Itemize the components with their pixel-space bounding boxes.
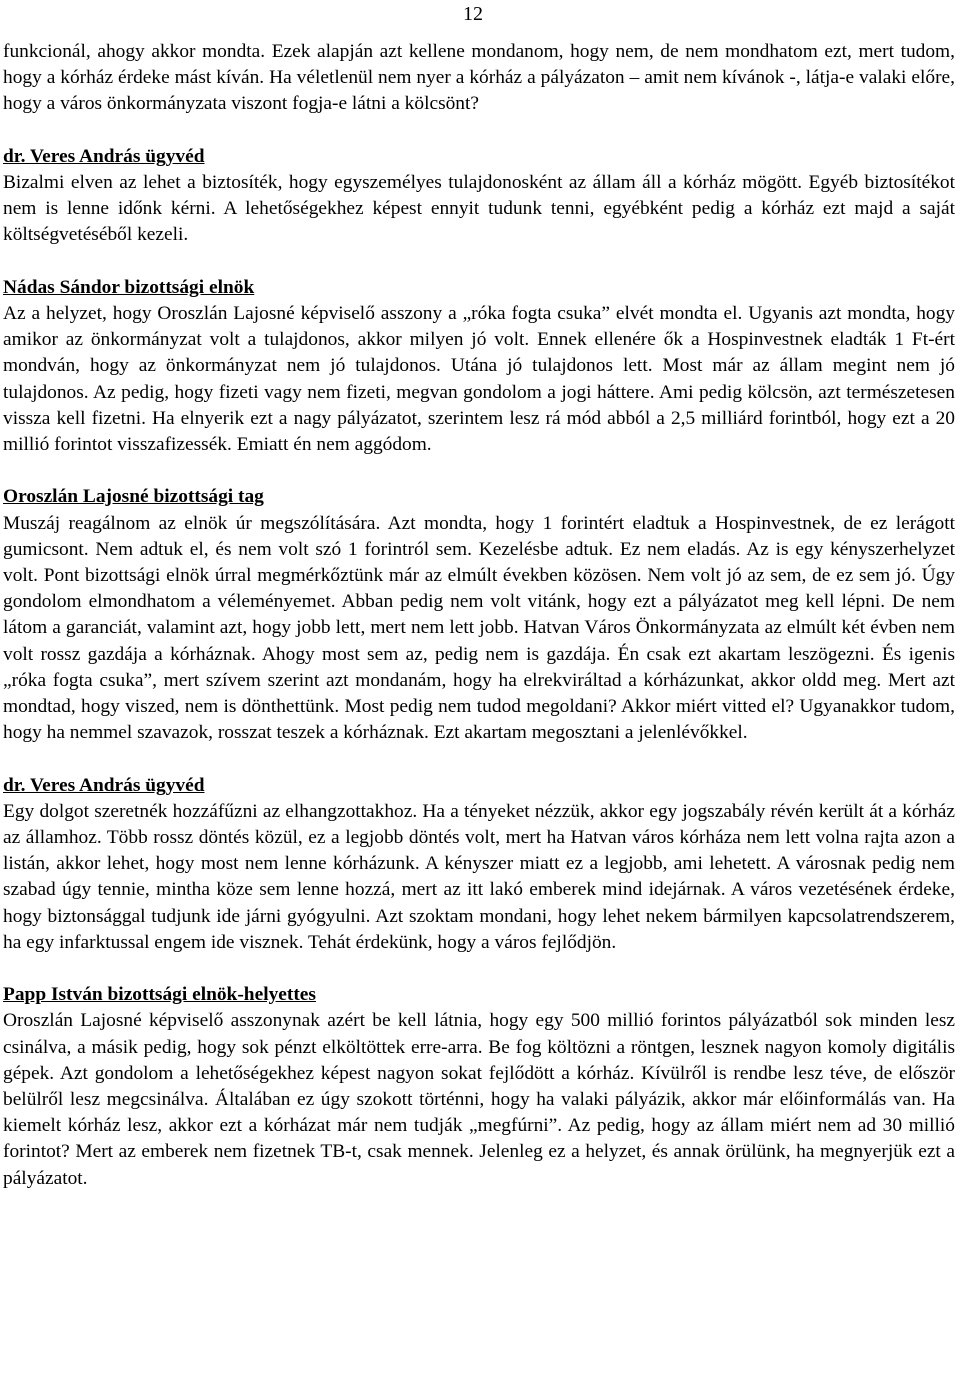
paragraph-gap bbox=[3, 746, 955, 772]
speaker-name: Papp István bizottsági elnök-helyettes bbox=[3, 984, 316, 1006]
speaker-name: dr. Veres András ügyvéd bbox=[3, 145, 205, 167]
speech-text: Bizalmi elven az lehet a biztosíték, hogy egyszemélyes tulajdonosként az állam áll a kórház mögött. Egyéb biztosítékot nem is lenne időnk kérni. A lehetőségekhez képest ennyit tudunk tenni, egyébként pedig a kórház ezt majd a saját költségvetéséből kezeli. bbox=[3, 172, 955, 246]
speech-section bbox=[3, 982, 955, 1192]
speech-section bbox=[3, 484, 955, 746]
paragraph-gap bbox=[3, 118, 955, 144]
paragraph-gap bbox=[3, 458, 955, 484]
paragraph-gap bbox=[3, 956, 955, 982]
speaker-name: dr. Veres András ügyvéd bbox=[3, 774, 205, 796]
speaker-name: Nádas Sándor bizottsági elnök bbox=[3, 276, 255, 298]
paragraph-gap bbox=[3, 249, 955, 275]
page-number: 12 bbox=[463, 3, 483, 25]
speech-text: Muszáj reagálnom az elnök úr megszólítására. Azt mondta, hogy 1 forintért eladtuk a Hospinvestnek, de ez lerágott gumicsont. Nem adtuk el, és nem volt szó 1 forintról sem. Kezelésbe adtuk. Ez nem eladás. Az is egy kényszerhelyzet volt. Pont bizottsági elnök úrral megmérkőztünk már az elmúlt években közösen. Nem volt jó az sem, de ez sem jó. Úgy gondolom elmondhatom a véleményemet. Abban pedig nem volt vitánk, hogy ezt a pályázatot meg kell lépni. De nem látom a garanciát, valamint azt, hogy jobb lett, mert nem lett jobb. Hatvan Város Önkormányzata az elmúlt két évben nem volt rossz gazdája a kórháznak. Ahogy most sem az, pedig nem is gazdája. Én csak ezt akartam leszögezni. És igenis „róka fogta csuka”, mert szívem szerint azt mondanám, hogy ha elrekviráltad a kórházunkat, akkor oldd meg. Mert azt mondtad, hogy viszed, nem is dönthettünk. Most pedig nem tudod megoldani? Akkor miért vitted el? Ugyanakkor tudom, hogy ha nemmel szavazok, rosszat teszek a kórháznak. Ezt akartam megosztani a jelenlévőkkel. bbox=[3, 512, 955, 744]
document-body bbox=[3, 39, 955, 1192]
speech-section bbox=[3, 773, 955, 956]
intro-paragraph: funkcionál, ahogy akkor mondta. Ezek alapján azt kellene mondanom, hogy nem, de nem mondhatom ezt, mert tudom, hogy a kórház érdeke mást kíván. Ha véletlenül nem nyer a kórház a pályázaton – amit nem kívánok -, látja-e valaki előre, hogy a város önkormányzata viszont fogja-e látni a kölcsönt? bbox=[3, 41, 955, 115]
speech-section bbox=[3, 144, 955, 249]
speech-text: Oroszlán Lajosné képviselő asszonynak azért be kell látnia, hogy egy 500 millió forintos pályázatból sok minden lesz csinálva, a másik pedig, hogy sok pénzt elköltöttek erre-arra. Be fog költözni a röntgen, lesznek nagyon komoly digitális gépek. Azt gondolom a lehetőségekhez képest nagyon sokat fejlődött a kórház. Kívülről is rendbe lesz téve, de először belülről lesz megcsinálva. Általában ez úgy szokott történni, hogy ha valaki pályázik, akkor már előinformálás van. Ha kiemelt kórház lesz, akkor ezt a kórházat már nem tudják „megfúrni”. Az pedig, hogy az állam miért nem ad 30 millió forintot? Mert az emberek nem fizetnek TB-t, csak mennek. Jelenleg ez a helyzet, és annak örülünk, ha megnyerjük ezt a pályázatot. bbox=[3, 1010, 955, 1189]
speech-text: Egy dolgot szeretnék hozzáfűzni az elhangzottakhoz. Ha a tényeket nézzük, akkor egy jogszabály révén került át a kórház az államhoz. Több rossz döntés közül, ez a legjobb döntés volt, mert ha Hatvan város kórháza nem lett volna rajta azon a listán, akkor lehet, hogy most nem lenne kórházunk. A kényszer miatt ez a legjobb, ami lehetett. A városnak pedig nem szabad úgy tennie, mintha köze sem lenne hozzá, mert az itt lakó emberek mind idejárnak. A város vezetésének érdeke, hogy biztonsággal tudjunk ide járni gyógyulni. Azt szoktam mondani, hogy lehet nekem bármilyen kapcsolatrendszerem, ha egy infarktussal engem ide visznek. Tehát érdekünk, hogy a város fejlődjön. bbox=[3, 800, 955, 953]
speaker-name: Oroszlán Lajosné bizottsági tag bbox=[3, 486, 264, 508]
speech-section bbox=[3, 275, 955, 458]
speech-text: Az a helyzet, hogy Oroszlán Lajosné képviselő asszony a „róka fogta csuka” elvét mondta el. Ugyanis azt mondta, hogy amikor az önkormányzat volt a tulajdonos, akkor milyen jó volt. Ennek ellenére ők a Hospinvestnek eladták 1 Ft-ért mondván, hogy az önkormányzat nem jó tulajdonos. Utána jó tulajdonos lett. Most már az állam megint nem jó tulajdonos. Az pedig, hogy fizeti vagy nem fizeti, megvan gondolom a jogi háttere. Ami pedig kölcsön, azt természetesen vissza kell fizetni. Ha elnyerik ezt a nagy pályázatot, szerintem lesz rá mód abból a 2,5 milliárd forintból, hogy ezt a 20 millió forintot visszafizessék. Emiatt én nem aggódom. bbox=[3, 303, 955, 456]
